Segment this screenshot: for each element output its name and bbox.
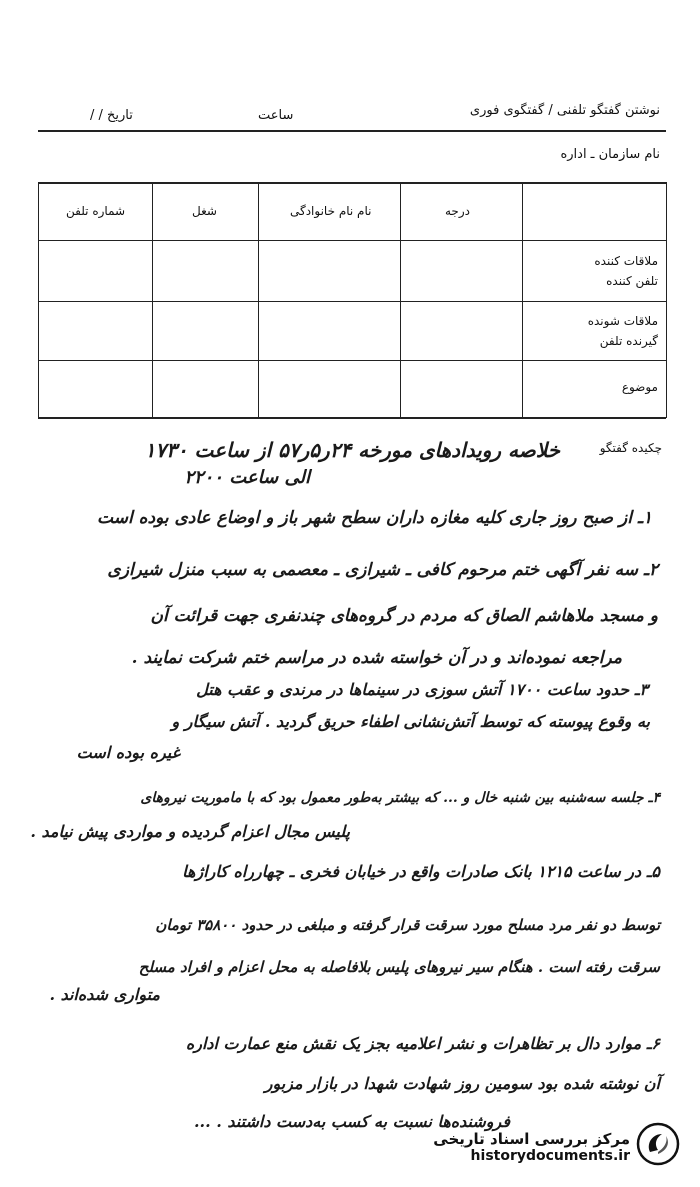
hw-item2-line2: و مسجد ملاهاشم الصاق که مردم در گروه‌های چندنفری جهت قرائت آن (150, 606, 658, 626)
hw-item4-line1: ۴ـ جلسه سه‌شنبه بین شنبه خال و ... که بیشتر به‌طور معمول بود که با ماموریت نیروهای (140, 790, 660, 806)
hw-item5-line1: ۵ـ در ساعت ۱۲۱۵ بانک صادرات واقع در خیابان فخری ـ چهارراه کاراژها (182, 862, 660, 881)
col-line-6 (666, 182, 667, 418)
col-line-1 (38, 182, 39, 418)
row1-label-caller: تلفن کننده (606, 274, 658, 288)
archive-watermark (433, 1130, 630, 1164)
archive-logo-icon (636, 1122, 680, 1166)
date-label: تاریخ / / (90, 108, 133, 123)
header-rule (38, 130, 666, 132)
hw-item2-line3: مراجعه نموده‌اند و در آن خواسته شده در مراسم ختم شرکت نمایند . (131, 648, 622, 668)
hw-title-line1: خلاصه رویدادهای مورخه ۲۴ر۵ر۵۷ از ساعت ۱۷۳۰ (144, 438, 560, 462)
col-header-job: شغل (192, 204, 217, 218)
col-line-5 (522, 182, 523, 418)
hw-item5-line3: سرقت رفته است . هنگام سیر نیروهای پلیس بلافاصله به محل اعزام و افراد مسلح (138, 958, 660, 976)
table-bottom-rule (38, 417, 666, 419)
table-top-rule (38, 182, 666, 184)
hw-item1: ۱ـ از صبح روز جاری کلیه مغازه داران سطح شهر باز و اوضاع عادی بوده است (97, 508, 652, 528)
form-header-title: نوشتن گفتگو تلفنی / گفتگوی فوری (469, 103, 660, 118)
col-line-3 (258, 182, 259, 418)
hw-item3-line3: غیره بوده است (76, 743, 180, 762)
col-header-name: نام نام خانوادگی (290, 204, 372, 218)
table-row2-rule (38, 360, 666, 361)
col-header-phone: شماره تلفن (66, 204, 126, 218)
col-line-2 (152, 182, 153, 418)
hw-item5-line2: توسط دو نفر مرد مسلح مورد سرقت قرار گرفته و مبلغی در حدود ۳۵۸۰۰ تومان (155, 916, 660, 934)
hw-title-line2: الی ساعت ۲۲۰۰ (184, 467, 310, 488)
col-header-rank: درجه (445, 204, 470, 218)
row2-label-receiver: گیرنده تلفن (599, 334, 658, 348)
hw-item6-line3: فروشنده‌ها نسبت به کسب به‌دست داشتند . ... (193, 1112, 510, 1131)
row1-label-visitor: ملاقات کننده (594, 254, 658, 268)
watermark-url: historydocuments.ir (470, 1148, 630, 1164)
hw-item6-line2: آن نوشته شده بود سومین روز شهادت شهدا در بازار مزبور (264, 1074, 660, 1093)
row2-label-visited: ملاقات شونده (587, 314, 658, 328)
hw-item2-line1: ۲ـ سه نفر آگهی ختم مرحوم کافی ـ شیرازی ـ معصمی به سبب منزل شیرازی (107, 560, 658, 580)
time-label: ساعت (258, 108, 294, 123)
table-header-rule (38, 240, 666, 241)
table-row1-rule (38, 301, 666, 302)
org-label: نام سازمان ـ اداره (560, 147, 660, 162)
hw-item6-line1: ۶ـ موارد دال بر تظاهرات و نشر اعلامیه بجز یک نقش منع عمارت اداره (185, 1034, 660, 1053)
subject-label: موضوع (621, 380, 658, 394)
hw-item3-line2: به وقوع پیوسته که توسط آتش‌نشانی اطفاء حریق گردید . آتش سیگار و (171, 712, 650, 731)
watermark-title: مرکز بررسی اسناد تاریخی (433, 1130, 630, 1148)
col-line-4 (400, 182, 401, 418)
hw-item5-line4: متواری شده‌اند . (49, 985, 160, 1004)
hw-item4-line2: پلیس مجال اعزام گردیده و مواردی پیش نیامد . (30, 822, 350, 841)
summary-label: چکیده گفتگو (599, 441, 662, 455)
hw-item3-line1: ۳ـ حدود ساعت ۱۷۰۰ آتش سوزی در سینماها در مرندی و عقب هتل (196, 680, 648, 699)
